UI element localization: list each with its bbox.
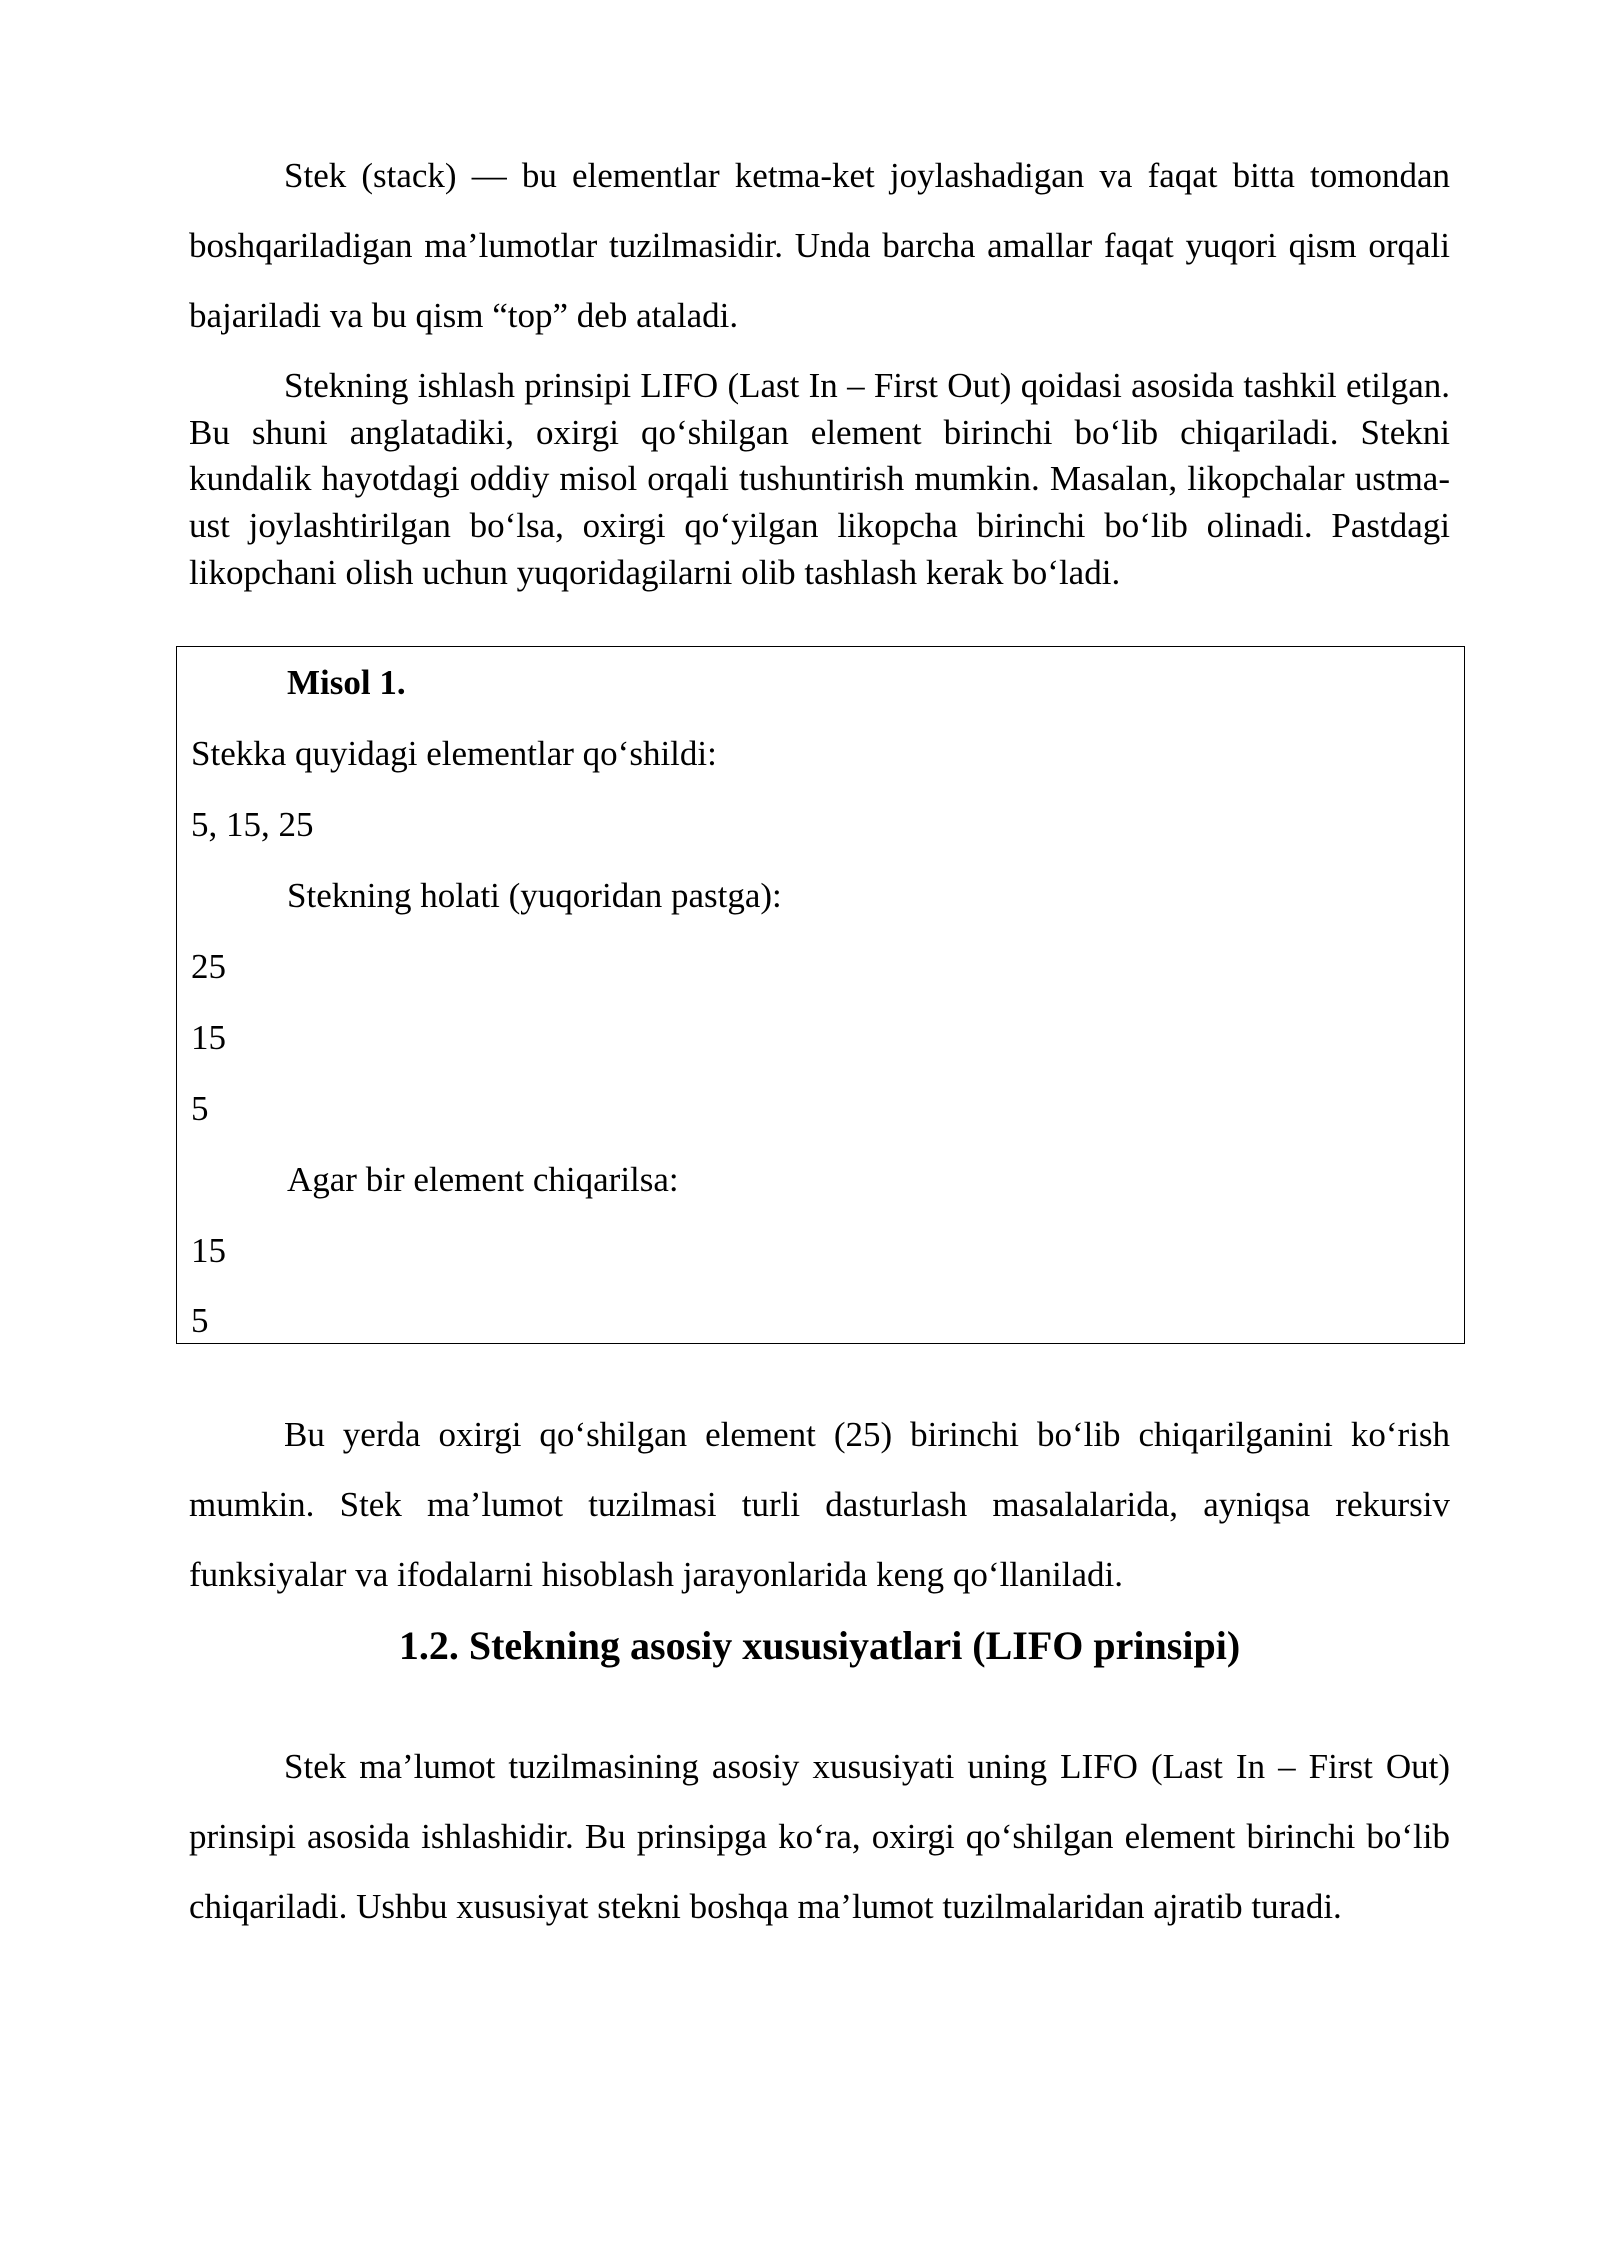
example-box bbox=[176, 646, 1465, 1344]
example-added-label: Stekka quyidagi elementlar qo‘shildi: bbox=[191, 734, 717, 773]
stack-state-item: 15 bbox=[191, 1018, 226, 1057]
section-paragraph: Stek ma’lumot tuzilmasining asosiy xususiyati uning LIFO (Last In – First Out) prinsipi asosida ishlashidir. Bu prinsipga ko‘ra, oxirgi qo‘shilgan element birinchi bo‘lib chiqariladi. Ushbu xususiyat stekni boshqa ma’lumot tuzilmalaridan ajratib turadi. bbox=[189, 1747, 1450, 1926]
stack-after-pop-item: 15 bbox=[191, 1231, 226, 1270]
principle-paragraph: Stekning ishlash prinsipi LIFO (Last In – First Out) qoidasi asosida tashkil etilgan. Bu shuni anglatadiki, oxirgi qo‘shilgan element birinchi bo‘lib chiqariladi. Stekni kundalik hayotdagi oddiy misol orqali tushuntirish mumkin. Masalan, likopchalar ustma-ust joylashtirilgan bo‘lsa, oxirgi qo‘yilgan likopcha birinchi bo‘lib olinadi. Pastdagi likopchani olish uchun yuqoridagilarni olib tashlash kerak bo‘ladi. bbox=[189, 366, 1450, 592]
stack-state-item: 5 bbox=[191, 1089, 209, 1128]
section-heading: 1.2. Stekning asosiy xususiyatlari (LIFO prinsipi) bbox=[398, 1623, 1241, 1668]
intro-paragraph: Stek (stack) — bu elementlar ketma-ket joylashadigan va faqat bitta tomondan boshqariladigan ma’lumotlar tuzilmasidir. Unda barcha amallar faqat yuqori qism orqali bajariladi va bu qism “top” deb ataladi. bbox=[189, 156, 1450, 335]
example-after-pop-label: Agar bir element chiqarilsa: bbox=[287, 1160, 679, 1199]
example-added-values: 5, 15, 25 bbox=[191, 805, 314, 844]
example-state-label: Stekning holati (yuqoridan pastga): bbox=[287, 876, 782, 915]
stack-state-item: 25 bbox=[191, 947, 226, 986]
example-title: Misol 1. bbox=[287, 663, 406, 702]
stack-after-pop-item: 5 bbox=[191, 1301, 209, 1340]
after-example-paragraph: Bu yerda oxirgi qo‘shilgan element (25) birinchi bo‘lib chiqarilganini ko‘rish mumkin. Stek ma’lumot tuzilmasi turli dasturlash masalalarida, ayniqsa rekursiv funksiyalar va ifodalarni hisoblash jarayonlarida keng qo‘llaniladi. bbox=[189, 1415, 1450, 1594]
